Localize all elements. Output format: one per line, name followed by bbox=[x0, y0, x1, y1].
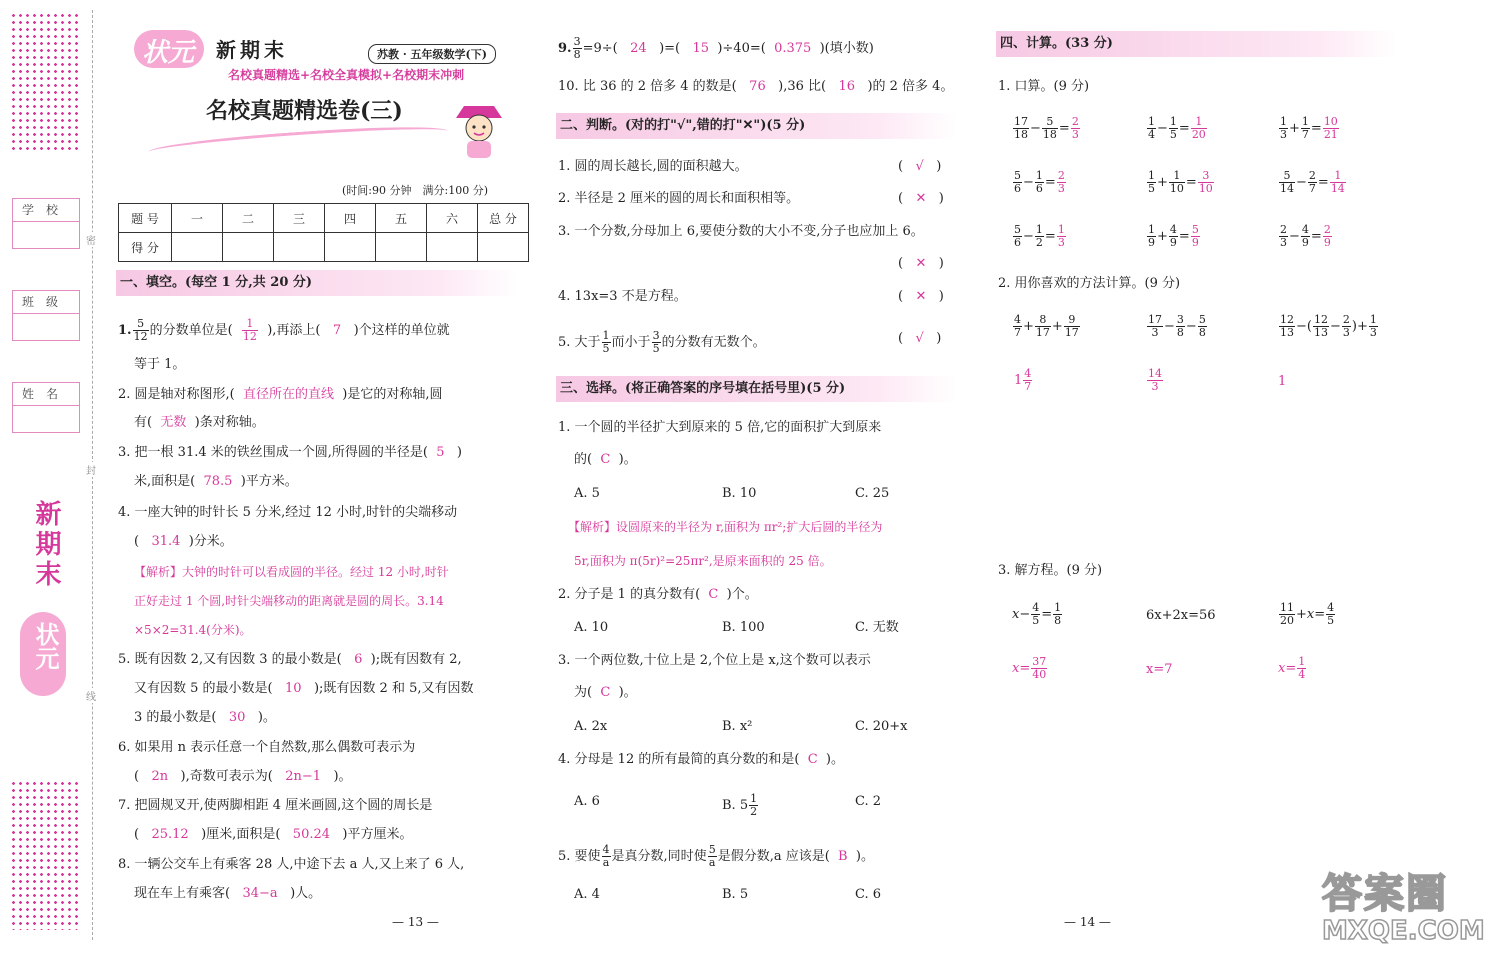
score-header-cell: 六 bbox=[427, 204, 478, 233]
logo-text: 状元 bbox=[142, 38, 195, 68]
margin-mark-feng: 封 bbox=[86, 462, 96, 477]
score-cell[interactable] bbox=[325, 233, 376, 262]
q5-line1: 5. 既有因数 2,又有因数 3 的最小数是( 6 );既有因数有 2, bbox=[118, 652, 462, 667]
q7-line1: 7. 把圆规叉开,使两脚相距 4 厘米画圆,这个圆的周长是 bbox=[118, 798, 433, 813]
score-cell[interactable] bbox=[478, 233, 529, 262]
choice-2-opt-a[interactable]: A. 10 bbox=[574, 620, 609, 635]
judge-1-answer: ( √ ) bbox=[898, 159, 942, 174]
score-header-cell: 四 bbox=[325, 204, 376, 233]
name-field[interactable] bbox=[12, 382, 80, 433]
q6-line2: ( 2n ),奇数可表示为( 2n−1 )。 bbox=[134, 769, 352, 784]
class-field[interactable] bbox=[12, 290, 80, 341]
dot-pattern-bottom bbox=[10, 780, 80, 930]
section-4-heading: 四、计算。(33 分) bbox=[996, 31, 1396, 57]
score-header-cell: 一 bbox=[172, 204, 223, 233]
title-swoosh bbox=[148, 122, 449, 162]
oral-calc-1: $\frac{17}{18}$ − $\frac{5}{18}$ = $\frac{2}{3}$ bbox=[1014, 115, 1079, 141]
q1-line1: 1. $\frac{5}{12}$ 的分数单位是( $\frac{1}{12}$ ),再添上( 7 )个这样的单位就 bbox=[118, 317, 450, 343]
q5-line3: 3 的最小数是( 30 )。 bbox=[134, 710, 276, 725]
oral-calc-6: $\frac{5}{14}$ − $\frac{2}{7}$ = $\frac{1}{14}$ bbox=[1280, 169, 1345, 195]
q3-line1: 3. 把一根 31.4 米的铁丝围成一个圆,所得圆的半径是( 5 ) bbox=[118, 445, 462, 460]
q3-line2: 米,面积是( 78.5 )平方米。 bbox=[134, 474, 298, 489]
score-header-cell: 题 号 bbox=[119, 204, 172, 233]
margin-mark-mi: 密 bbox=[86, 232, 96, 247]
score-row-label: 得 分 bbox=[119, 233, 172, 262]
judge-3-answer: ( ✕ ) bbox=[898, 256, 944, 271]
side-brand: 新期末 bbox=[31, 500, 61, 590]
q4-line2: ( 31.4 )分米。 bbox=[134, 534, 233, 549]
q8-line2: 现在车上有乘客( 34−a )人。 bbox=[134, 886, 322, 901]
q6-line1: 6. 如果用 n 表示任意一个自然数,那么偶数可表示为 bbox=[118, 740, 416, 755]
part-3-title: 3. 解方程。(9 分) bbox=[998, 563, 1103, 578]
choice-4-opt-a[interactable]: A. 6 bbox=[574, 794, 600, 809]
q2-line2: 有( 无数 )条对称轴。 bbox=[134, 415, 265, 430]
score-header-cell: 总 分 bbox=[478, 204, 529, 233]
choice-1-opt-b[interactable]: B. 10 bbox=[722, 486, 757, 501]
equation-2: 6x+2x=56 bbox=[1146, 608, 1216, 623]
judge-4: 4. 13x=3 不是方程。 bbox=[558, 289, 687, 304]
series-name: 新期末 bbox=[216, 38, 288, 62]
q4-line1: 4. 一座大钟的时针长 5 分米,经过 12 小时,时针的尖端移动 bbox=[118, 505, 458, 520]
score-table bbox=[118, 203, 529, 262]
choice-2-line: 2. 分子是 1 的真分数有( C )个。 bbox=[558, 587, 758, 602]
choice-4-opt-b[interactable]: B. 5 $\frac{1}{2}$ bbox=[722, 792, 758, 818]
calc-expr-1: $\frac{4}{7}$ + $\frac{8}{17}$ + $\frac{9}{17}$ bbox=[1014, 313, 1079, 339]
q4-analysis-1: 【解析】大钟的时针可以看成圆的半径。经过 12 小时,时针 bbox=[134, 565, 449, 579]
tagline: 名校真题精选+名校全真模拟+名校期末冲刺 bbox=[228, 68, 465, 82]
judge-4-answer: ( ✕ ) bbox=[898, 289, 944, 304]
dot-pattern-top bbox=[10, 12, 80, 152]
q5-line2: 又有因数 5 的最小数是( 10 );既有因数 2 和 5,又有因数 bbox=[134, 681, 474, 696]
q10-line: 10. 比 36 的 2 倍多 4 的数是( 76 ),36 比( 16 )的 2 倍多 4。 bbox=[558, 79, 954, 94]
choice-2-opt-b[interactable]: B. 100 bbox=[722, 620, 765, 635]
score-header-cell: 二 bbox=[223, 204, 274, 233]
score-cell[interactable] bbox=[376, 233, 427, 262]
school-label: 学校 bbox=[13, 199, 79, 222]
calc-answer-3: 1 bbox=[1278, 374, 1287, 389]
choice-5-opt-b[interactable]: B. 5 bbox=[722, 887, 749, 902]
page-number-left: — 13 — bbox=[392, 915, 439, 929]
exam-title: 名校真题精选卷(三) bbox=[206, 98, 403, 124]
calc-expr-2: $\frac{17}{3}$ − $\frac{3}{8}$ − $\frac{5}{8}$ bbox=[1148, 313, 1206, 339]
section-1-heading: 一、填空。(每空 1 分,共 20 分) bbox=[116, 270, 518, 296]
choice-5-opt-a[interactable]: A. 4 bbox=[574, 887, 600, 902]
q4-analysis-3: ×5×2=31.4(分米)。 bbox=[134, 623, 252, 637]
q8-line1: 8. 一辆公交车上有乘客 28 人,中途下去 a 人,又上来了 6 人, bbox=[118, 857, 465, 872]
school-field[interactable] bbox=[12, 198, 80, 249]
oral-calc-2: $\frac{1}{4}$ − $\frac{1}{5}$ = $\frac{1}{20}$ bbox=[1148, 115, 1206, 141]
score-cell[interactable] bbox=[223, 233, 274, 262]
judge-3: 3. 一个分数,分母加上 6,要使分数的大小不变,分子也应加上 6。 bbox=[558, 224, 924, 239]
choice-1-analysis-2: 5r,面积为 π(5r)²=25πr²,是原来面积的 25 倍。 bbox=[574, 554, 832, 568]
choice-3-line2: 为( C )。 bbox=[574, 685, 637, 700]
calc-answer-2: $\frac{14}{3}$ bbox=[1148, 367, 1162, 393]
judge-5-answer: ( √ ) bbox=[898, 331, 942, 346]
choice-2-opt-c[interactable]: C. 无数 bbox=[855, 620, 899, 635]
choice-3-opt-a[interactable]: A. 2x bbox=[574, 719, 608, 734]
q2-line1: 2. 圆是轴对称图形,( 直径所在的直线 )是它的对称轴,圆 bbox=[118, 387, 443, 402]
judge-2: 2. 半径是 2 厘米的圆的周长和面积相等。 bbox=[558, 191, 800, 206]
edition-badge: 苏教 · 五年级数学(下) bbox=[368, 44, 496, 64]
q4-analysis-2: 正好走过 1 个圆,时针尖端移动的距离就是圆的周长。3.14 bbox=[134, 594, 444, 608]
calc-expr-3: $\frac{12}{13}$ −( $\frac{12}{13}$ − $\frac{2}{3}$ )+ $\frac{1}{3}$ bbox=[1280, 313, 1377, 339]
oral-calc-7: $\frac{5}{6}$ − $\frac{1}{2}$ = $\frac{1}{3}$ bbox=[1014, 223, 1065, 249]
score-cell[interactable] bbox=[172, 233, 223, 262]
equation-1-answer: x= $\frac{37}{40}$ bbox=[1012, 655, 1047, 681]
side-logo-text: 状元 bbox=[31, 622, 60, 670]
q9-line: 9. $\frac{3}{8}$ =9÷( 24 )=( 15 )÷40=( 0.375 )(填小数) bbox=[558, 35, 874, 61]
page-number-right: — 14 — bbox=[1064, 915, 1111, 929]
judge-1: 1. 圆的周长越长,圆的面积越大。 bbox=[558, 159, 748, 174]
margin-mark-xian: 线 bbox=[86, 688, 96, 703]
equation-1: x− $\frac{4}{5}$ = $\frac{1}{8}$ bbox=[1012, 601, 1062, 627]
choice-5-opt-c[interactable]: C. 6 bbox=[855, 887, 882, 902]
judge-2-answer: ( ✕ ) bbox=[898, 191, 944, 206]
oral-calc-3: $\frac{1}{3}$ + $\frac{1}{7}$ = $\frac{10}{21}$ bbox=[1280, 115, 1338, 141]
oral-calc-9: $\frac{2}{3}$ − $\frac{4}{9}$ = $\frac{2}{9}$ bbox=[1280, 223, 1331, 249]
oral-calc-4: $\frac{5}{6}$ − $\frac{1}{6}$ = $\frac{2}{3}$ bbox=[1014, 169, 1065, 195]
choice-4-line: 4. 分母是 12 的所有最简的真分数的和是( C )。 bbox=[558, 752, 844, 767]
exam-meta: (时间:90 分钟 满分:100 分) bbox=[342, 184, 488, 197]
choice-5-line: 5. 要使 $\frac{4}{a}$ 是真分数,同时使 $\frac{5}{a}$ 是假分数,a 应该是( B )。 bbox=[558, 843, 874, 869]
choice-1-opt-c[interactable]: C. 25 bbox=[855, 486, 890, 501]
oral-calc-8: $\frac{1}{9}$ + $\frac{4}{9}$ = $\frac{5}{9}$ bbox=[1148, 223, 1199, 249]
choice-4-opt-c[interactable]: C. 2 bbox=[855, 794, 882, 809]
equation-2-answer: x=7 bbox=[1146, 662, 1173, 677]
score-cell[interactable] bbox=[427, 233, 478, 262]
watermark-logo: 答案圈 bbox=[1322, 871, 1448, 917]
oral-calc-5: $\frac{1}{5}$ + $\frac{1}{10}$ = $\frac{3}{10}$ bbox=[1148, 169, 1213, 195]
watermark-url: MXQE.COM bbox=[1322, 916, 1485, 946]
section-3-heading: 三、选择。(将正确答案的序号填在括号里)(5 分) bbox=[556, 376, 956, 402]
choice-1-analysis-1: 【解析】设圆原来的半径为 r,面积为 πr²;扩大后圆的半径为 bbox=[568, 520, 883, 534]
part-1-title: 1. 口算。(9 分) bbox=[998, 79, 1090, 94]
judge-5: 5. 大于 $\frac{1}{5}$ 而小于 $\frac{3}{5}$ 的分数有无数个。 bbox=[558, 329, 766, 355]
calc-answer-1: 1 $\frac{4}{7}$ bbox=[1014, 367, 1032, 393]
choice-1-line2: 的( C )。 bbox=[574, 452, 637, 467]
choice-3-line1: 3. 一个两位数,十位上是 2,个位上是 x,这个数可以表示 bbox=[558, 653, 871, 668]
q7-line2: ( 25.12 )厘米,面积是( 50.24 )平方厘米。 bbox=[134, 827, 413, 842]
mascot-icon bbox=[448, 100, 510, 164]
section-2-heading: 二、判断。(对的打"√",错的打"✕")(5 分) bbox=[556, 113, 956, 139]
class-label: 班级 bbox=[13, 291, 79, 314]
choice-3-opt-c[interactable]: C. 20+x bbox=[855, 719, 908, 734]
score-header-cell: 三 bbox=[274, 204, 325, 233]
name-label: 姓名 bbox=[13, 383, 79, 406]
choice-1-line1: 1. 一个圆的半径扩大到原来的 5 倍,它的面积扩大到原来 bbox=[558, 420, 882, 435]
choice-3-opt-b[interactable]: B. x² bbox=[722, 719, 753, 734]
score-cell[interactable] bbox=[274, 233, 325, 262]
part-2-title: 2. 用你喜欢的方法计算。(9 分) bbox=[998, 276, 1181, 291]
score-header-cell: 五 bbox=[376, 204, 427, 233]
equation-3: $\frac{11}{20}$ +x= $\frac{4}{5}$ bbox=[1280, 601, 1335, 627]
equation-3-answer: x= $\frac{1}{4}$ bbox=[1278, 655, 1306, 681]
q1-line2: 等于 1。 bbox=[134, 357, 186, 372]
choice-1-opt-a[interactable]: A. 5 bbox=[574, 486, 600, 501]
